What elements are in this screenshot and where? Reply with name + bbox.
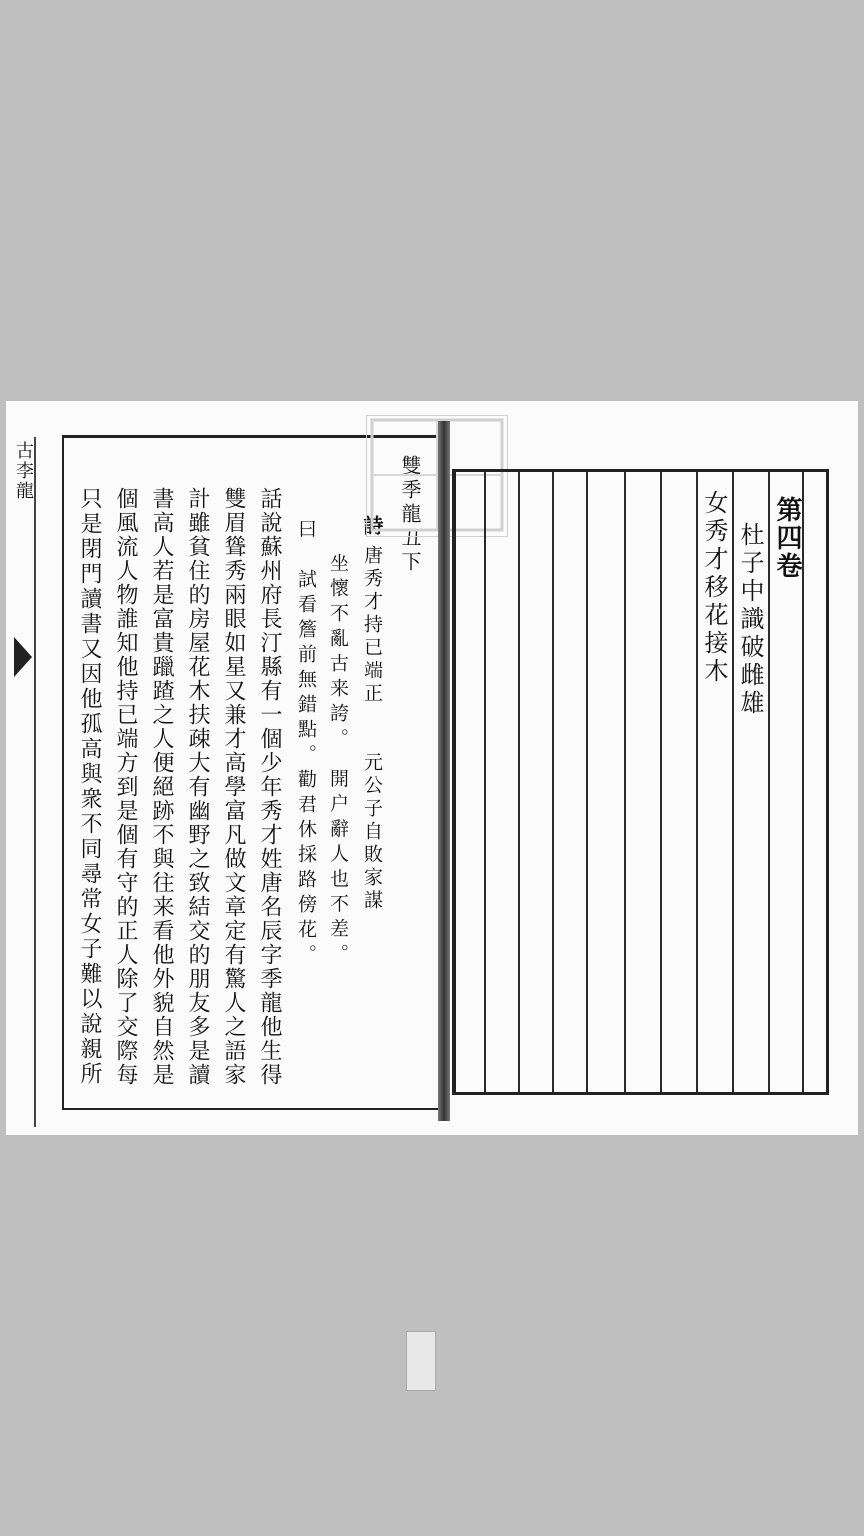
text-column-3: 坐懷不亂古来誇。 開户辭人也不差。 [327,553,349,969]
scanned-spread [6,401,858,1135]
grid-rule [552,472,554,1092]
text-column-9: 個風流人物誰知他持已端方到是個有守的正人除了交際每 [113,487,138,1087]
text-column-5: 話說蘇州府長汀縣有一個少年秀才姓唐名辰字季龍他生得 [257,487,282,1087]
ruled-grid [452,469,829,1095]
text-column-1: 詩 [360,515,384,541]
toc-entry-1: 杜子中識破雌雄 [736,522,764,718]
page-header-title: 雙季龍丑下 [398,455,422,575]
grid-rule [484,472,486,1092]
text-column-10: 只是閉門讀書又因他孤高與衆不同尋常女子難以說親所 [77,487,102,1087]
text-column-2: 唐秀才持已端正 元公子自敗家謀 [361,545,383,913]
volume-title: 第四卷 [772,496,802,580]
right-page [452,431,824,1111]
grid-rule [624,472,626,1092]
text-column-7: 計雖貧住的房屋花木扶疎大有幽野之致結交的朋友多是讀 [185,487,210,1087]
grid-rule [768,472,770,1092]
grid-rule [660,472,662,1092]
margin-rule [34,437,36,1127]
grid-rule [696,472,698,1092]
left-margin-slip [14,437,60,1117]
grid-rule [586,472,588,1092]
text-column-6: 雙眉聳秀兩眼如星又兼才高學富凡做文章定有驚人之語家 [221,487,246,1087]
text-column-8: 書高人若是富貴躐蹅之人便絕跡不與往来看他外貌自然是 [149,487,174,1087]
text-column-4: 曰 試看簷前無錯點。勸君休採路傍花。 [295,519,317,969]
margin-slip-text: 古李龍 [13,441,34,501]
grid-rule [518,472,520,1092]
grid-rule [802,472,804,1092]
grid-rule [732,472,734,1092]
book-fold [438,421,450,1121]
toc-entry-2: 女秀才移花接木 [700,490,728,686]
fishtail-mark [14,637,32,677]
small-stamp [406,1331,436,1391]
